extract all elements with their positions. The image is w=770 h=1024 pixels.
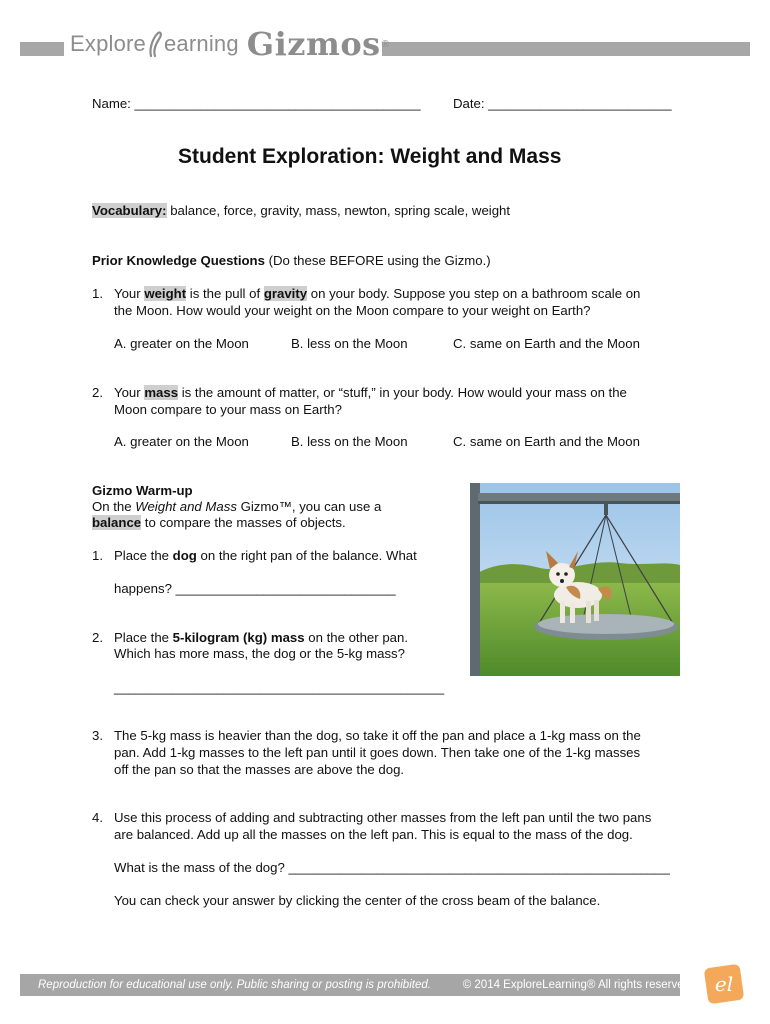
gizmo-name: Weight and Mass — [135, 499, 237, 514]
vocabulary-line — [92, 202, 510, 219]
explorelearning-badge — [702, 962, 746, 1006]
text-run: Your — [114, 286, 141, 301]
prior-knowledge-heading — [92, 252, 491, 269]
prior-q1-line2: the Moon. How would your weight on the Moon compare to your weight on Earth? — [114, 303, 591, 318]
warmup-q4-note: You can check your answer by clicking the center of the cross beam of the balance. — [114, 893, 601, 908]
term-balance: balance — [92, 515, 142, 530]
term-dog: dog — [172, 548, 197, 563]
hanger — [604, 503, 608, 515]
date-field[interactable]: Date: _________________________ — [453, 96, 672, 111]
footer-notice: Reproduction for educational use only. Public sharing or posting is prohibited. — [38, 979, 431, 991]
vocabulary-terms: balance, force, gravity, mass, newton, spring scale, weight — [170, 203, 511, 218]
prior-heading-text: Prior Knowledge Questions — [92, 253, 265, 268]
warmup-q3-line1: The 5-kg mass is heavier than the dog, so take it off the pan and place a 1-kg mass on the — [114, 728, 641, 743]
warmup-intro-line2 — [92, 514, 346, 531]
prior-q1-line1 — [114, 285, 640, 302]
text-run: Place the — [114, 548, 169, 563]
warmup-q4-line2: are balanced. Add up all the masses on the left pan. This is equal to the mass of the dog. — [114, 827, 633, 842]
term-weight: weight — [144, 286, 187, 301]
pan-top — [538, 614, 674, 634]
prior-heading-note: (Do these BEFORE using the Gizmo.) — [268, 253, 491, 268]
warmup-q3-line2: pan. Add 1-kg masses to the left pan until it goes down. Then take one of the 1-kg masses — [114, 745, 641, 760]
prior-q1-option-a[interactable]: A. greater on the Moon — [114, 336, 249, 351]
text-run: is the amount of matter, or “stuff,” in your body. How would your mass on the — [181, 385, 627, 400]
vocabulary-label: Vocabulary: — [92, 203, 167, 218]
cross-beam-shadow — [478, 501, 680, 504]
prior-q2-option-a[interactable]: A. greater on the Moon — [114, 434, 249, 449]
brand-registered-mark: ® — [381, 38, 390, 50]
term-gravity: gravity — [263, 286, 308, 301]
warmup-q3-line3: off the pan so that the masses are above the dog. — [114, 762, 405, 777]
warmup-q1-answer[interactable]: happens? ______________________________ — [114, 581, 396, 596]
warmup-q2-line2: Which has more mass, the dog or the 5-kg mass? — [114, 646, 405, 661]
warmup-q4-number: 4. — [92, 810, 103, 825]
prior-q2-option-c[interactable]: C. same on Earth and the Moon — [453, 434, 640, 449]
warmup-q2-answer[interactable]: _____________________________________________ — [114, 680, 445, 695]
prior-q1-number: 1. — [92, 286, 103, 301]
warmup-q1-number: 1. — [92, 548, 103, 563]
warmup-q2-line1 — [114, 629, 408, 646]
warmup-q4-answer[interactable]: What is the mass of the dog? ____________________________________________________ — [114, 860, 670, 875]
prior-q1-option-c[interactable]: C. same on Earth and the Moon — [453, 336, 640, 351]
prior-q2-number: 2. — [92, 385, 103, 400]
footer-copyright: © 2014 ExploreLearning® All rights reserved — [462, 979, 690, 991]
warmup-intro-line1 — [92, 498, 381, 515]
warmup-q2-number: 2. — [92, 630, 103, 645]
header-bar-left — [20, 42, 64, 56]
warmup-q4-line1: Use this process of adding and subtracting other masses from the left pan until the two pans — [114, 810, 652, 825]
term-5kg-mass: 5-kilogram (kg) mass — [172, 630, 305, 645]
learning-swirl-icon — [147, 30, 163, 58]
prior-q2-option-b[interactable]: B. less on the Moon — [291, 434, 408, 449]
prior-q1-option-b[interactable]: B. less on the Moon — [291, 336, 408, 351]
warmup-q3-number: 3. — [92, 728, 103, 743]
balance-post — [470, 483, 480, 676]
prior-q2-line1 — [114, 384, 627, 401]
text-run: on the other pan. — [308, 630, 408, 645]
explorelearning-logo — [70, 22, 389, 66]
text-run: Place the — [114, 630, 169, 645]
text-run: Your — [114, 385, 141, 400]
page-title: Student Exploration: Weight and Mass — [178, 145, 562, 168]
warmup-heading: Gizmo Warm-up — [92, 483, 193, 498]
brand-gizmos: Gizmos — [246, 25, 381, 63]
text-run: to compare the masses of objects. — [144, 515, 346, 530]
text-run: on the right pan of the balance. What — [200, 548, 417, 563]
header-bar-right — [382, 42, 750, 56]
prior-q2-line2: Moon compare to your mass on Earth? — [114, 402, 342, 417]
text-run: is the pull of — [189, 286, 261, 301]
text-run: on your body. Suppose you step on a bathroom scale on — [310, 286, 641, 301]
name-field[interactable]: Name: _______________________________________ — [92, 96, 421, 111]
balance-dog-illustration — [470, 483, 680, 676]
text-run: Gizmo™, you can use a — [240, 499, 382, 514]
brand-learning: earning — [164, 31, 239, 56]
balance-scene — [470, 483, 680, 676]
el-badge-icon — [702, 962, 746, 1006]
text-run: On the — [92, 499, 132, 514]
footer-bar — [20, 974, 690, 996]
badge-text: el — [714, 972, 734, 996]
brand-explore: Explore — [70, 31, 146, 56]
warmup-q1-line1 — [114, 547, 417, 564]
term-mass: mass — [144, 385, 179, 400]
